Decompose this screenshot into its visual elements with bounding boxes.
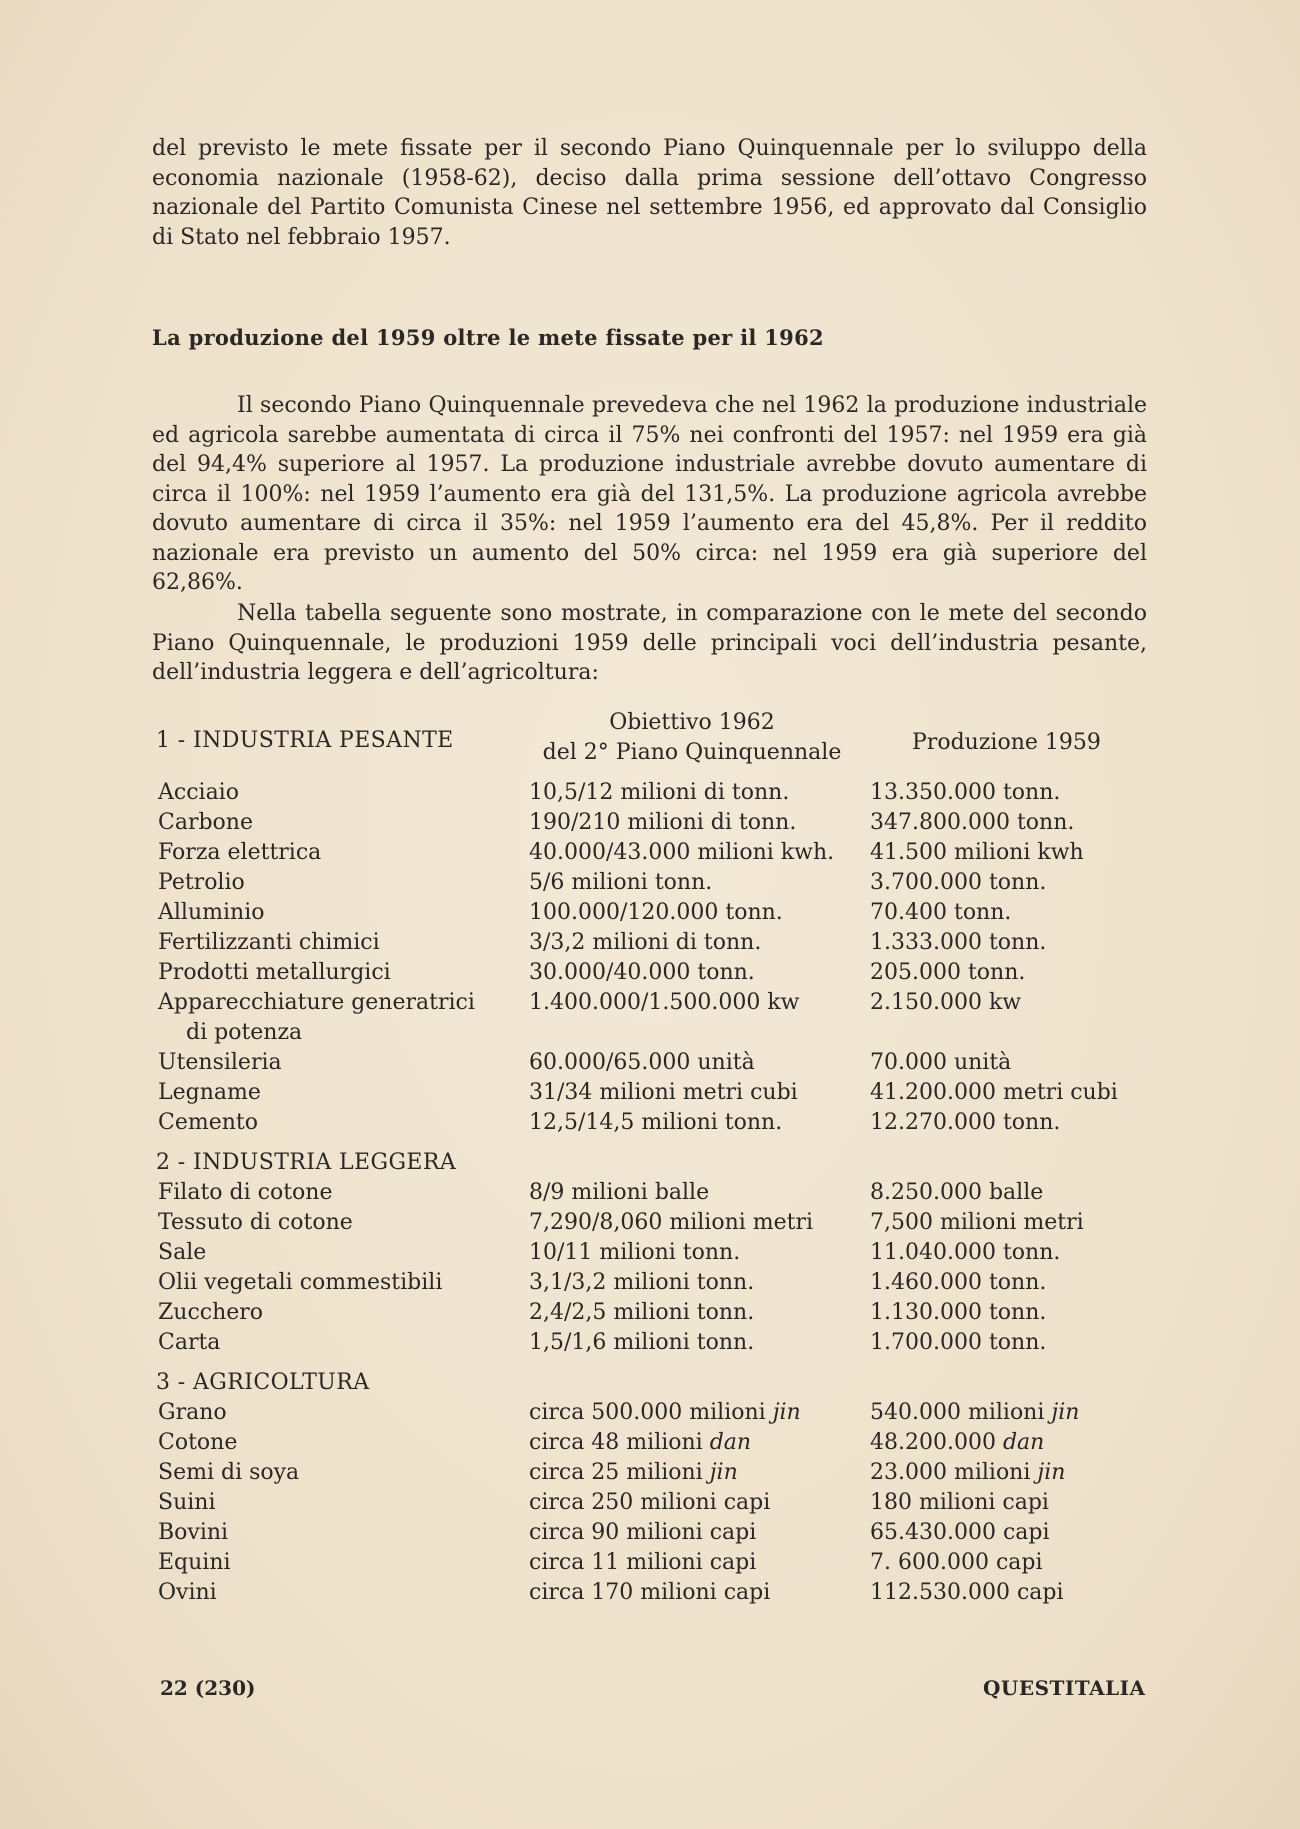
row-target <box>529 838 869 868</box>
row-item <box>158 1268 518 1298</box>
table-row <box>152 988 1152 1048</box>
row-target-value: circa 250 milioni capi <box>529 1490 771 1515</box>
row-production-value: 540.000 milioni <box>870 1400 1045 1425</box>
row-item-label: Semi di soya <box>158 1460 300 1485</box>
table-row <box>152 1298 1152 1328</box>
row-production-value: 1.700.000 tonn. <box>870 1330 1047 1355</box>
row-target <box>529 1048 869 1078</box>
row-item-label: Cotone <box>158 1430 238 1455</box>
row-item <box>158 1458 518 1488</box>
row-target <box>529 1328 869 1358</box>
table-row <box>152 1328 1152 1358</box>
row-target-value: 2,4/2,5 milioni tonn. <box>529 1300 755 1325</box>
row-target <box>529 1548 869 1578</box>
row-production <box>870 928 1160 958</box>
table-row <box>152 928 1152 958</box>
row-item <box>158 928 518 958</box>
table-section-title: 2 - INDUSTRIA LEGGERA <box>156 1150 457 1175</box>
body-paragraph-2: Il secondo Piano Quinquennale prevedeva che nel 1962 la produzione industriale ed agricola sarebbe aumentata di circa il 75% nei confronti del 1957: nel 1959 era già del 94,4% superiore al 1957. La produzione industriale avrebbe dovuto aumentare di circa il 100%: nel 1959 l’aumento era già del 131,5%. La produzione agricola avrebbe dovuto aumentare di circa il 35%: nel 1959 l’aumento era del 45,8%. Per il reddito nazionale era previsto un aumento del 50% circa: nel 1959 era già superiore del 62,86%. <box>152 393 1147 595</box>
row-production <box>870 1048 1160 1078</box>
table-header-target-line2: del 2° Piano Quinquennale <box>542 740 842 765</box>
row-item <box>158 1488 518 1518</box>
row-production-value: 70.000 unità <box>870 1050 1012 1075</box>
table-row <box>152 868 1152 898</box>
row-item-label: Equini <box>158 1550 231 1575</box>
row-production <box>870 1328 1160 1358</box>
row-production <box>870 1268 1160 1298</box>
row-target-value: circa 500.000 milioni <box>529 1400 766 1425</box>
row-target-value: 30.000/40.000 tonn. <box>529 960 755 985</box>
row-production <box>870 1078 1160 1108</box>
row-production-unit: jin <box>1051 1400 1080 1425</box>
row-item <box>158 1238 518 1268</box>
row-item-label: Olii vegetali commestibili <box>158 1270 443 1295</box>
row-item <box>158 808 518 838</box>
table-header-target <box>527 708 857 768</box>
table-row <box>152 1238 1152 1268</box>
row-target <box>529 1108 869 1138</box>
row-target-value: circa 90 milioni capi <box>529 1520 757 1545</box>
row-production-value: 2.150.000 kw <box>870 990 1022 1015</box>
table-row <box>152 1078 1152 1108</box>
row-item <box>158 1328 518 1358</box>
row-item-label: Ovini <box>158 1580 217 1605</box>
row-target-value: 1.400.000/1.500.000 kw <box>529 990 800 1015</box>
row-item-label: Acciaio <box>158 780 239 805</box>
row-production <box>870 1548 1160 1578</box>
row-item <box>158 988 518 1048</box>
row-item-label: Fertilizzanti chimici <box>158 930 380 955</box>
row-production-value: 1.333.000 tonn. <box>870 930 1047 955</box>
row-item <box>158 1108 518 1138</box>
row-item-label: Petrolio <box>158 870 245 895</box>
table-row <box>152 1578 1152 1608</box>
row-item-label: Grano <box>158 1400 227 1425</box>
row-target-value: 12,5/14,5 milioni tonn. <box>529 1110 783 1135</box>
row-target <box>529 1578 869 1608</box>
table-row <box>152 1398 1152 1428</box>
row-item-label: Prodotti metallurgici <box>158 960 391 985</box>
row-production <box>870 1458 1160 1488</box>
table-header-production: Produzione 1959 <box>912 730 1101 755</box>
row-production-value: 347.800.000 tonn. <box>870 810 1075 835</box>
row-production-value: 48.200.000 <box>870 1430 996 1455</box>
row-target <box>529 1078 869 1108</box>
row-target-value: circa 25 milioni <box>529 1460 703 1485</box>
row-target-value: 1,5/1,6 milioni tonn. <box>529 1330 755 1355</box>
row-production <box>870 1208 1160 1238</box>
row-production-value: 7. 600.000 capi <box>870 1550 1043 1575</box>
row-item-label: Bovini <box>158 1520 229 1545</box>
row-target-value: 3/3,2 milioni di tonn. <box>529 930 762 955</box>
row-target-unit: jin <box>772 1400 801 1425</box>
row-production-value: 8.250.000 balle <box>870 1180 1044 1205</box>
table-section-title: 3 - AGRICOLTURA <box>156 1370 370 1395</box>
row-target <box>529 958 869 988</box>
row-production <box>870 868 1160 898</box>
row-production <box>870 1238 1160 1268</box>
row-item-label: Legname <box>158 1080 261 1105</box>
row-production <box>870 1108 1160 1138</box>
row-item <box>158 1518 518 1548</box>
row-item-label: Tessuto di cotone <box>158 1210 353 1235</box>
row-production-value: 205.000 tonn. <box>870 960 1026 985</box>
row-item <box>158 1578 518 1608</box>
row-production-value: 7,500 milioni metri <box>870 1210 1084 1235</box>
table-row <box>152 808 1152 838</box>
row-item <box>158 1178 518 1208</box>
row-item <box>158 838 518 868</box>
row-target <box>529 1398 869 1428</box>
row-item <box>158 1398 518 1428</box>
row-production-value: 41.500 milioni kwh <box>870 840 1084 865</box>
row-target-value: 5/6 milioni tonn. <box>529 870 713 895</box>
row-production <box>870 1298 1160 1328</box>
table-row <box>152 1108 1152 1138</box>
row-target-value: 10,5/12 milioni di tonn. <box>529 780 790 805</box>
row-target <box>529 1518 869 1548</box>
table-row <box>152 1268 1152 1298</box>
table-header-section-1: 1 - INDUSTRIA PESANTE <box>156 728 454 753</box>
row-target <box>529 898 869 928</box>
row-production-value: 70.400 tonn. <box>870 900 1012 925</box>
table-row <box>152 1488 1152 1518</box>
row-production <box>870 1428 1160 1458</box>
row-production <box>870 958 1160 988</box>
row-production-unit: jin <box>1037 1460 1066 1485</box>
row-production-value: 3.700.000 tonn. <box>870 870 1047 895</box>
row-production-value: 12.270.000 tonn. <box>870 1110 1061 1135</box>
row-target <box>529 1268 869 1298</box>
row-production-value: 65.430.000 capi <box>870 1520 1050 1545</box>
row-target <box>529 1178 869 1208</box>
row-item <box>158 958 518 988</box>
row-item-label: Zucchero <box>158 1300 264 1325</box>
row-item <box>158 1208 518 1238</box>
row-target <box>529 928 869 958</box>
row-item <box>158 868 518 898</box>
row-production-value: 23.000 milioni <box>870 1460 1031 1485</box>
row-target <box>529 868 869 898</box>
row-target-value: 60.000/65.000 unità <box>529 1050 755 1075</box>
row-item <box>158 898 518 928</box>
page-number: 22 (230) <box>160 1676 256 1700</box>
row-target-value: 7,290/8,060 milioni metri <box>529 1210 814 1235</box>
table-body <box>152 778 1152 1608</box>
table-row <box>152 1208 1152 1238</box>
row-target-value: 31/34 milioni metri cubi <box>529 1080 798 1105</box>
row-target <box>529 1488 869 1518</box>
row-item-label: Sale <box>158 1240 207 1265</box>
body-paragraph-3: Nella tabella seguente sono mostrate, in comparazione con le mete del secondo Piano Quinquennale, le produzioni 1959 delle principali voci dell’industria pesante, dell’industria leggera e dell’agricoltura: <box>152 601 1147 685</box>
row-production <box>870 1398 1160 1428</box>
intro-paragraph: del previsto le mete fissate per il secondo Piano Quinquennale per lo sviluppo della economia nazionale (1958-62), deciso dalla prima sessione dell’ottavo Congresso nazionale del Partito Comunista Cinese nel settembre 1956, ed approvato dal Consiglio di Stato nel febbraio 1957. <box>152 136 1147 250</box>
row-production-value: 11.040.000 tonn. <box>870 1240 1061 1265</box>
row-target-value: 3,1/3,2 milioni tonn. <box>529 1270 755 1295</box>
table-row <box>152 1548 1152 1578</box>
row-target-value: 10/11 milioni tonn. <box>529 1240 741 1265</box>
table-row <box>152 958 1152 988</box>
table-row <box>152 1178 1152 1208</box>
table-row <box>152 1428 1152 1458</box>
row-item <box>158 1048 518 1078</box>
row-item <box>158 1078 518 1108</box>
row-production-unit: dan <box>1002 1430 1045 1455</box>
row-target <box>529 808 869 838</box>
row-item-continuation: di potenza <box>186 1020 303 1045</box>
row-target-unit: dan <box>709 1430 752 1455</box>
row-item <box>158 1428 518 1458</box>
row-production-value: 112.530.000 capi <box>870 1580 1064 1605</box>
row-production-value: 180 milioni capi <box>870 1490 1049 1515</box>
row-item-label: Apparecchiature generatrici <box>158 990 475 1015</box>
row-target <box>529 1298 869 1328</box>
row-item-label: Alluminio <box>158 900 265 925</box>
row-item <box>158 1548 518 1578</box>
row-target <box>529 1458 869 1488</box>
row-target-value: circa 11 milioni capi <box>529 1550 757 1575</box>
row-target <box>529 778 869 808</box>
row-production <box>870 1578 1160 1608</box>
row-target <box>529 1238 869 1268</box>
row-item <box>158 1298 518 1328</box>
table-header-target-line1: Obiettivo 1962 <box>609 710 775 735</box>
row-target-unit: jin <box>709 1460 738 1485</box>
table-row <box>152 778 1152 808</box>
table-row <box>152 1518 1152 1548</box>
row-target <box>529 988 869 1018</box>
row-target <box>529 1208 869 1238</box>
row-target-value: circa 48 milioni <box>529 1430 703 1455</box>
row-production-value: 1.460.000 tonn. <box>870 1270 1047 1295</box>
row-target-value: 190/210 milioni di tonn. <box>529 810 797 835</box>
table-row <box>152 838 1152 868</box>
row-production <box>870 898 1160 928</box>
row-item-label: Suini <box>158 1490 216 1515</box>
row-production <box>870 988 1160 1018</box>
table-row <box>152 1458 1152 1488</box>
section-heading: La produzione del 1959 oltre le mete fissate per il 1962 <box>152 325 824 350</box>
row-target <box>529 1428 869 1458</box>
row-item-label: Carta <box>158 1330 221 1355</box>
row-target-value: 100.000/120.000 tonn. <box>529 900 783 925</box>
row-target-value: 8/9 milioni balle <box>529 1180 710 1205</box>
row-production <box>870 1488 1160 1518</box>
row-item <box>158 778 518 808</box>
row-production-value: 1.130.000 tonn. <box>870 1300 1047 1325</box>
row-item-label: Cemento <box>158 1110 258 1135</box>
table-row <box>152 898 1152 928</box>
row-item-label: Filato di cotone <box>158 1180 333 1205</box>
row-item-label: Forza elettrica <box>158 840 322 865</box>
row-production <box>870 778 1160 808</box>
row-production <box>870 1178 1160 1208</box>
row-production-value: 13.350.000 tonn. <box>870 780 1061 805</box>
row-target-value: circa 170 milioni capi <box>529 1580 771 1605</box>
row-production <box>870 838 1160 868</box>
row-production-value: 41.200.000 metri cubi <box>870 1080 1118 1105</box>
row-item-label: Carbone <box>158 810 253 835</box>
row-item-label: Utensileria <box>158 1050 282 1075</box>
publication-name: QUESTITALIA <box>983 1676 1146 1700</box>
row-production <box>870 1518 1160 1548</box>
table-row <box>152 1048 1152 1078</box>
row-production <box>870 808 1160 838</box>
row-target-value: 40.000/43.000 milioni kwh. <box>529 840 835 865</box>
